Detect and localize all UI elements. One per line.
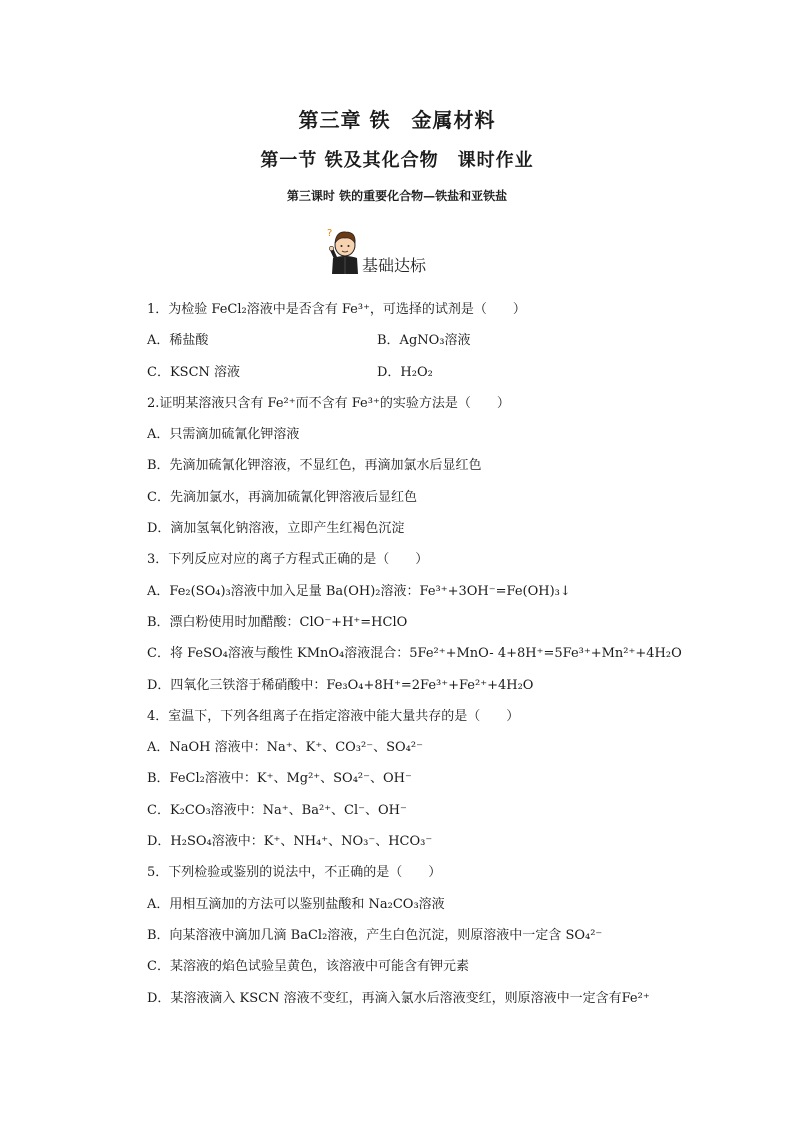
question-1-option-c: C．KSCN 溶液 [147,364,241,380]
question-4-stem: 4．室温下，下列各组离子在指定溶液中能大量共存的是（ ） [147,708,520,724]
lesson-title: 第三课时 铁的重要化合物—铁盐和亚铁盐 [286,189,508,203]
question-2-option-b: B．先滴加硫氰化钾溶液，不显红色，再滴加氯水后显红色 [147,458,482,474]
question-4-option-a: A．NaOH 溶液中：Na⁺、K⁺、CO₃²⁻、SO₄²⁻ [147,740,423,756]
question-5-option-b: B．向某溶液中滴加几滴 BaCl₂溶液，产生白色沉淀，则原溶液中一定含 SO₄²⁻ [147,927,603,943]
question-5-stem: 5．下列检验或鉴别的说法中，不正确的是（ ） [147,865,442,881]
question-3-option-b: B．漂白粉使用时加醋酸：ClO⁻+H⁺=HClO [147,614,408,630]
question-4-option-c: C．K₂CO₃溶液中：Na⁺、Ba²⁺、Cl⁻、OH⁻ [147,802,407,818]
question-5-option-d: D．某溶液滴入 KSCN 溶液不变红，再滴入氯水后溶液变红，则原溶液中一定含有Fe²⁺ [147,990,650,1006]
badge-label: 基础达标 [362,256,427,275]
question-1-options-row-1 [147,325,707,356]
question-list [147,294,707,1014]
svg-text:?: ? [327,228,333,239]
question-2-option-d: D．滴加氢氧化钠溶液，立即产生红褐色沉淀 [147,521,405,537]
question-3-stem: 3．下列反应对应的离子方程式正确的是（ ） [147,552,429,568]
question-1-options-row-2 [147,357,707,388]
question-2-option-a: A．只需滴加硫氰化钾溶液 [147,427,300,443]
question-5-option-c: C．某溶液的焰色试验呈黄色，该溶液中可能含有钾元素 [147,959,469,975]
question-3-option-a: A．Fe₂(SO₄)₃溶液中加入足量 Ba(OH)₂溶液：Fe³⁺+3OH⁻=Fe(OH)₃↓ [147,583,571,599]
question-2-stem: 2.证明某溶液只含有 Fe²⁺而不含有 Fe³⁺的实验方法是（ ） [147,395,510,411]
question-3-option-d: D．四氧化三铁溶于稀硝酸中：Fe₃O₄+8H⁺=2Fe³⁺+Fe²⁺+4H₂O [147,677,534,693]
chapter-title: 第三章 铁 金属材料 [298,108,496,132]
question-1-stem: 1．为检验 FeCl₂溶液中是否含有 Fe³⁺，可选择的试剂是（ ） [147,302,526,317]
question-1-option-b: B．AgNO₃溶液 [377,333,471,349]
thinking-student-icon [326,226,360,274]
question-1-option-a: A．稀盐酸 [147,333,209,349]
question-4-option-b: B．FeCl₂溶液中：K⁺、Mg²⁺、SO₄²⁻、OH⁻ [147,771,412,787]
question-2-option-c: C．先滴加氯水，再滴加硫氰化钾溶液后显红色 [147,489,417,505]
basic-skills-badge [326,226,446,274]
section-title: 第一节 铁及其化合物 课时作业 [260,150,534,171]
question-4-option-d: D．H₂SO₄溶液中：K⁺、NH₄⁺、NO₃⁻、HCO₃⁻ [147,834,433,850]
question-5-option-a: A．用相互滴加的方法可以鉴别盐酸和 Na₂CO₃溶液 [147,896,445,912]
question-1-option-d: D．H₂O₂ [377,364,433,380]
question-3-option-c: C．将 FeSO₄溶液与酸性 KMnO₄溶液混合：5Fe²⁺+MnO- 4+8H⁺=5Fe³⁺+Mn²⁺+4H₂O [147,646,682,662]
